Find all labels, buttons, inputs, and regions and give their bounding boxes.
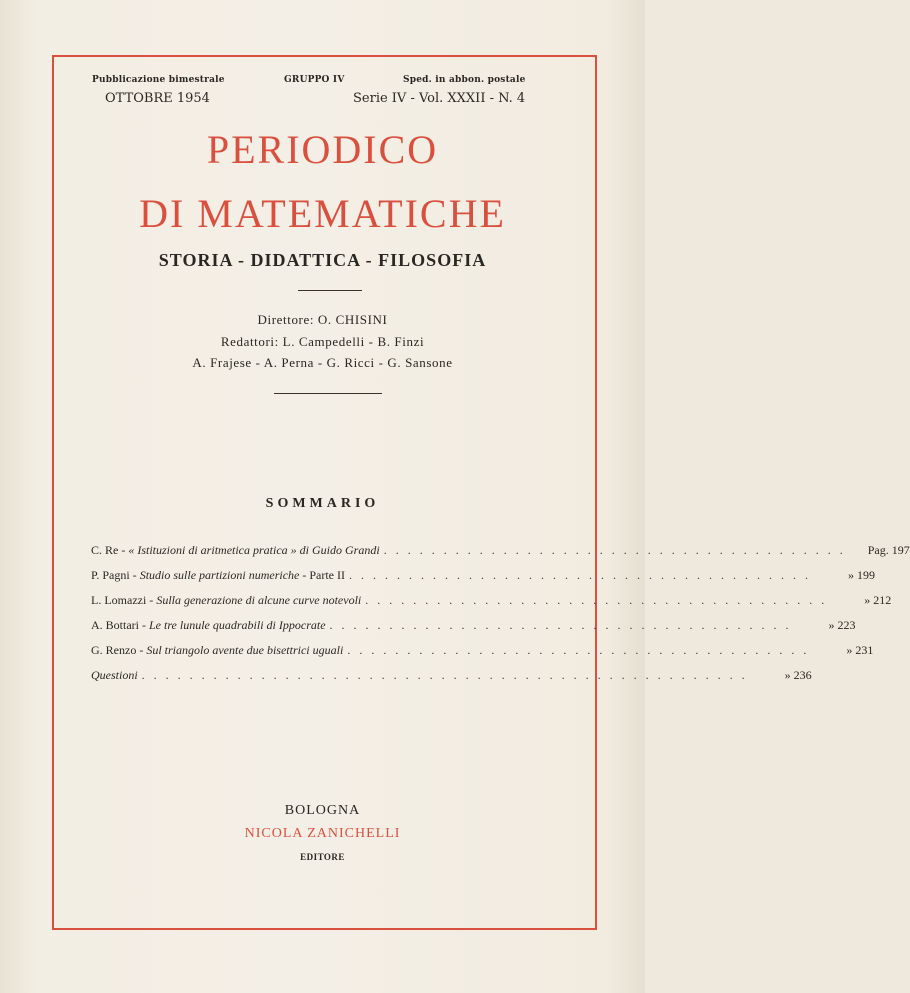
postal-label: Sped. in abbon. postale [403,75,526,85]
divider-long [274,393,382,394]
toc-entry [91,643,874,659]
toc-page: » 199 [848,568,875,582]
red-border-frame [52,55,597,930]
toc-entry [91,618,856,634]
toc-page: » 212 [864,593,892,607]
toc-author: C. Re - [91,543,129,557]
toc-entry [91,668,812,684]
publisher-name: NICOLA ZANICHELLI [244,826,401,841]
group-label: GRUPPO IV [284,75,345,85]
editors-line-1: Redattori: L. Campedelli - B. Finzi [220,334,425,349]
dot-leader: . . . . . . . . . . . . . . . . . . . . . . . . . . . . . . . . . . . . . . . [349,568,811,582]
toc-title: « Istituzioni di aritmetica pratica » di Guido Grandi [128,543,380,557]
journal-subtitle: STORIA - DIDATTICA - FILOSOFIA [158,250,487,270]
director-line: Direttore: O. CHISINI [257,312,388,327]
contents-heading: SOMMARIO [265,496,380,511]
toc-author: P. Pagni - [91,568,140,582]
toc-title: Sul triangolo avente due bisettrici uguali [146,643,344,657]
series-volume: Serie IV - Vol. XXXII - N. 4 [353,91,526,106]
toc-page: » 231 [846,643,874,657]
toc-entry [91,568,875,584]
toc-title: Le tre lunule quadrabili di Ippocrate [149,618,326,632]
journal-title-line2: DI MATEMATICHE [139,191,506,236]
toc-entry [91,543,910,559]
toc-page: » 223 [828,618,856,632]
toc-title: Studio sulle partizioni numeriche [139,568,300,582]
toc-title: Sulla generazione di alcune curve notevoli [156,593,362,607]
publisher-city: BOLOGNA [284,803,361,818]
journal-title-line1: PERIODICO [206,127,439,172]
dot-leader: . . . . . . . . . . . . . . . . . . . . . . . . . . . . . . . . . . . . . . . [329,618,792,632]
toc-author: G. Renzo - [91,643,147,657]
issue-date: OTTOBRE 1954 [105,91,210,106]
dot-leader: . . . . . . . . . . . . . . . . . . . . . . . . . . . . . . . . . . . . . . . . . . . . . . . . . . . [141,668,748,682]
editors-line-2: A. Frajese - A. Perna - G. Ricci - G. Sansone [192,355,453,370]
toc-author: L. Lomazzi - [91,593,157,607]
publication-frequency: Pubblicazione bimestrale [92,75,225,85]
publisher-role: EDITORE [300,852,345,862]
dot-leader: . . . . . . . . . . . . . . . . . . . . . . . . . . . . . . . . . . . . . . . [383,543,846,557]
dot-leader: . . . . . . . . . . . . . . . . . . . . . . . . . . . . . . . . . . . . . . . [365,593,828,607]
dot-leader: . . . . . . . . . . . . . . . . . . . . . . . . . . . . . . . . . . . . . . . [347,643,810,657]
divider-short [298,290,362,291]
toc-entry [91,593,892,609]
toc-page: Pag. 197 [867,543,910,557]
toc-author: A. Bottari - [91,618,149,632]
toc-extra: - Parte II [299,568,345,582]
toc-page: » 236 [784,668,812,682]
toc-title: Questioni [91,668,138,682]
